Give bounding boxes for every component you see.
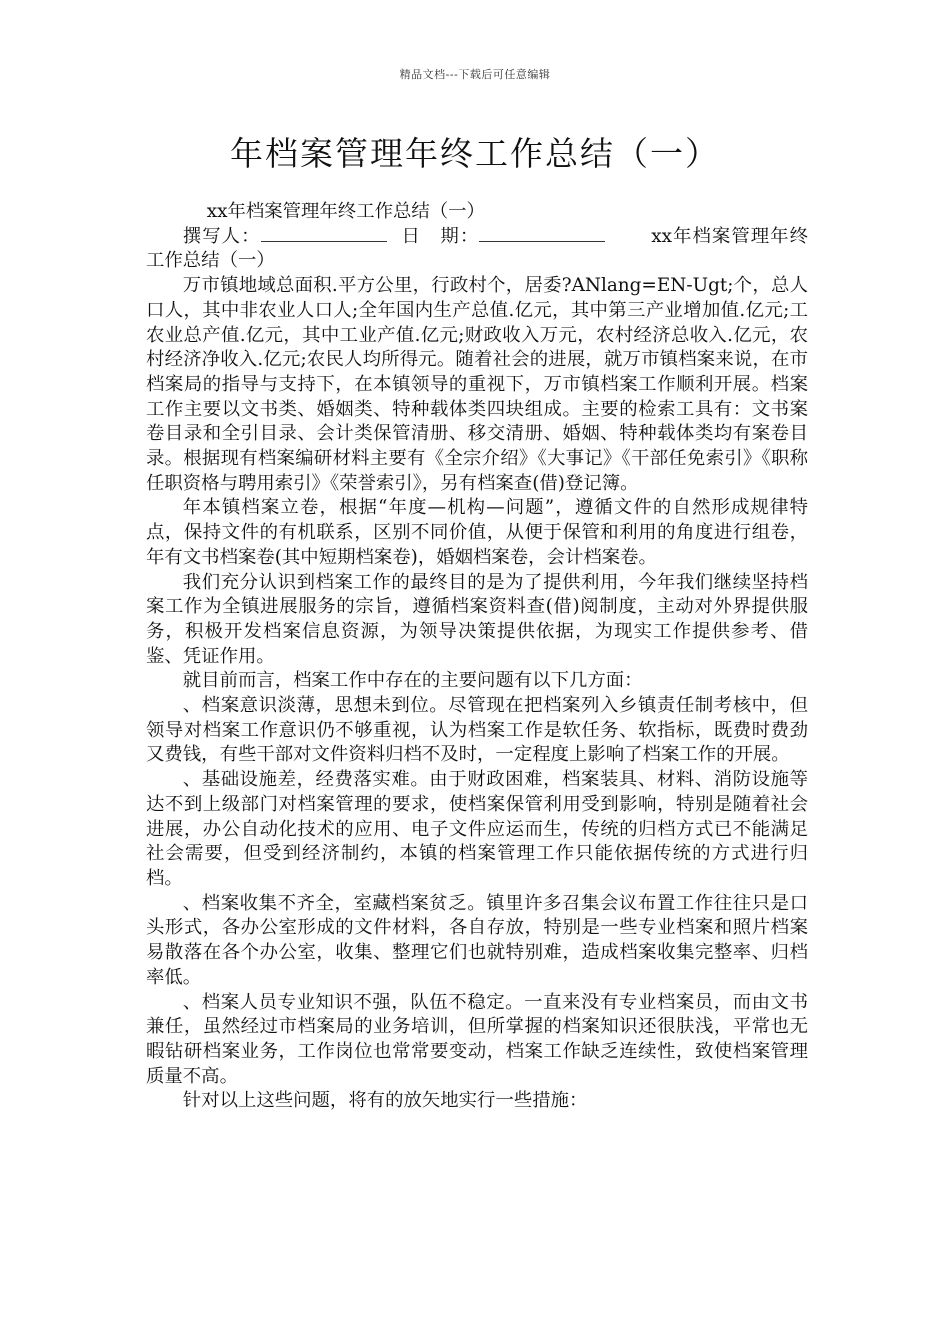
document-title: 年档案管理年终工作总结（一） (230, 134, 720, 173)
paragraph: 就目前而言，档案工作中存在的主要问题有以下几方面： (182, 670, 643, 692)
paragraph: 我们充分认识到档案工作的最终目的是为了提供利用，今年我们继续坚持档案工作为全镇进展服务的宗旨，遵循档案资料查(借)阅制度，主动对外界提供服务，积极开发档案信息资源，为领导决策提供依据，为现实工作提供参考、借鉴、凭证作用。 (146, 571, 808, 667)
document-subtitle: xx年档案管理年终工作总结（一） (206, 201, 485, 222)
paragraph: 年本镇档案立卷，根据“年度—机构—问题”，遵循文件的自然形成规律特点，保持文件的有机联系，区别不同价值，从便于保管和利用的角度进行组卷，年有文书档案卷(其中短期档案卷)，婚姻档案卷，会计档案卷。 (146, 497, 808, 568)
document-body (146, 200, 808, 1114)
header-note: 精品文档---下载后可任意编辑 (399, 68, 551, 81)
paragraph: 万市镇地域总面积.平方公里，行政村个，居委?ANlang=EN-Ugt;个，总人口人，其中非农业人口人;全年国内生产总值.亿元，其中第三产业增加值.亿元;工农业总产值.亿元，其中工业产值.亿元;财政收入万元，农村经济总收入.亿元，农村经济净收入.亿元;农民人均所得元。随着社会的进展，就万市镇档案来说，在市档案局的指导与支持下，在本镇领导的重视下，万市镇档案工作顺利开展。档案工作主要以文书类、婚姻类、特种载体类四块组成。主要的检索工具有：文书案卷目录和全引目录、会计类保管清册、移交清册、婚姻、特种载体类均有案卷目录。根据现有档案编研材料主要有《全宗介绍》《大事记》《干部任免索引》《职称任职资格与聘用索引》《荣誉索引》，另有档案查(借)登记簿。 (146, 275, 808, 494)
paragraph: 针对以上这些问题，将有的放矢地实行一些措施： (182, 1090, 588, 1112)
author-blank (261, 241, 387, 242)
paragraph: 、档案意识淡薄，思想未到位。尽管现在把档案列入乡镇责任制考核中，但领导对档案工作意识仍不够重视，认为档案工作是软任务、软指标，既费时费劲又费钱，有些干部对文件资料归档不及时，一定程度上影响了档案工作的开展。 (146, 695, 808, 766)
paragraph: 、基础设施差，经费落实难。由于财政困难，档案装具、材料、消防设施等达不到上级部门对档案管理的要求，使档案保管利用受到影响，特别是随着社会进展，办公自动化技术的应用、电子文件应运而生，传统的归档方式已不能满足社会需要，但受到经济制约，本镇的档案管理工作只能依据传统的方式进行归档。 (146, 769, 808, 889)
author-date-line (146, 225, 808, 274)
trailing-title: xx年档案管理年终工作总结（一） (146, 225, 808, 272)
date-label: 日 期： (400, 225, 480, 247)
author-label: 撰写人： (182, 225, 261, 247)
paragraph: 、档案人员专业知识不强，队伍不稳定。一直来没有专业档案员，而由文书兼任，虽然经过市档案局的业务培训，但所掌握的档案知识还很肤浅，平常也无暇钻研档案业务，工作岗位也常常要变动，档案工作缺乏连续性，致使档案管理质量不高。 (146, 991, 808, 1087)
paragraph: 、档案收集不齐全，室藏档案贫乏。镇里许多召集会议布置工作往往只是口头形式，各办公室形成的文件材料，各自存放，特别是一些专业档案和照片档案易散落在各个办公室，收集、整理它们也就特别难，造成档案收集完整率、归档率低。 (146, 892, 808, 988)
date-blank (479, 241, 605, 242)
